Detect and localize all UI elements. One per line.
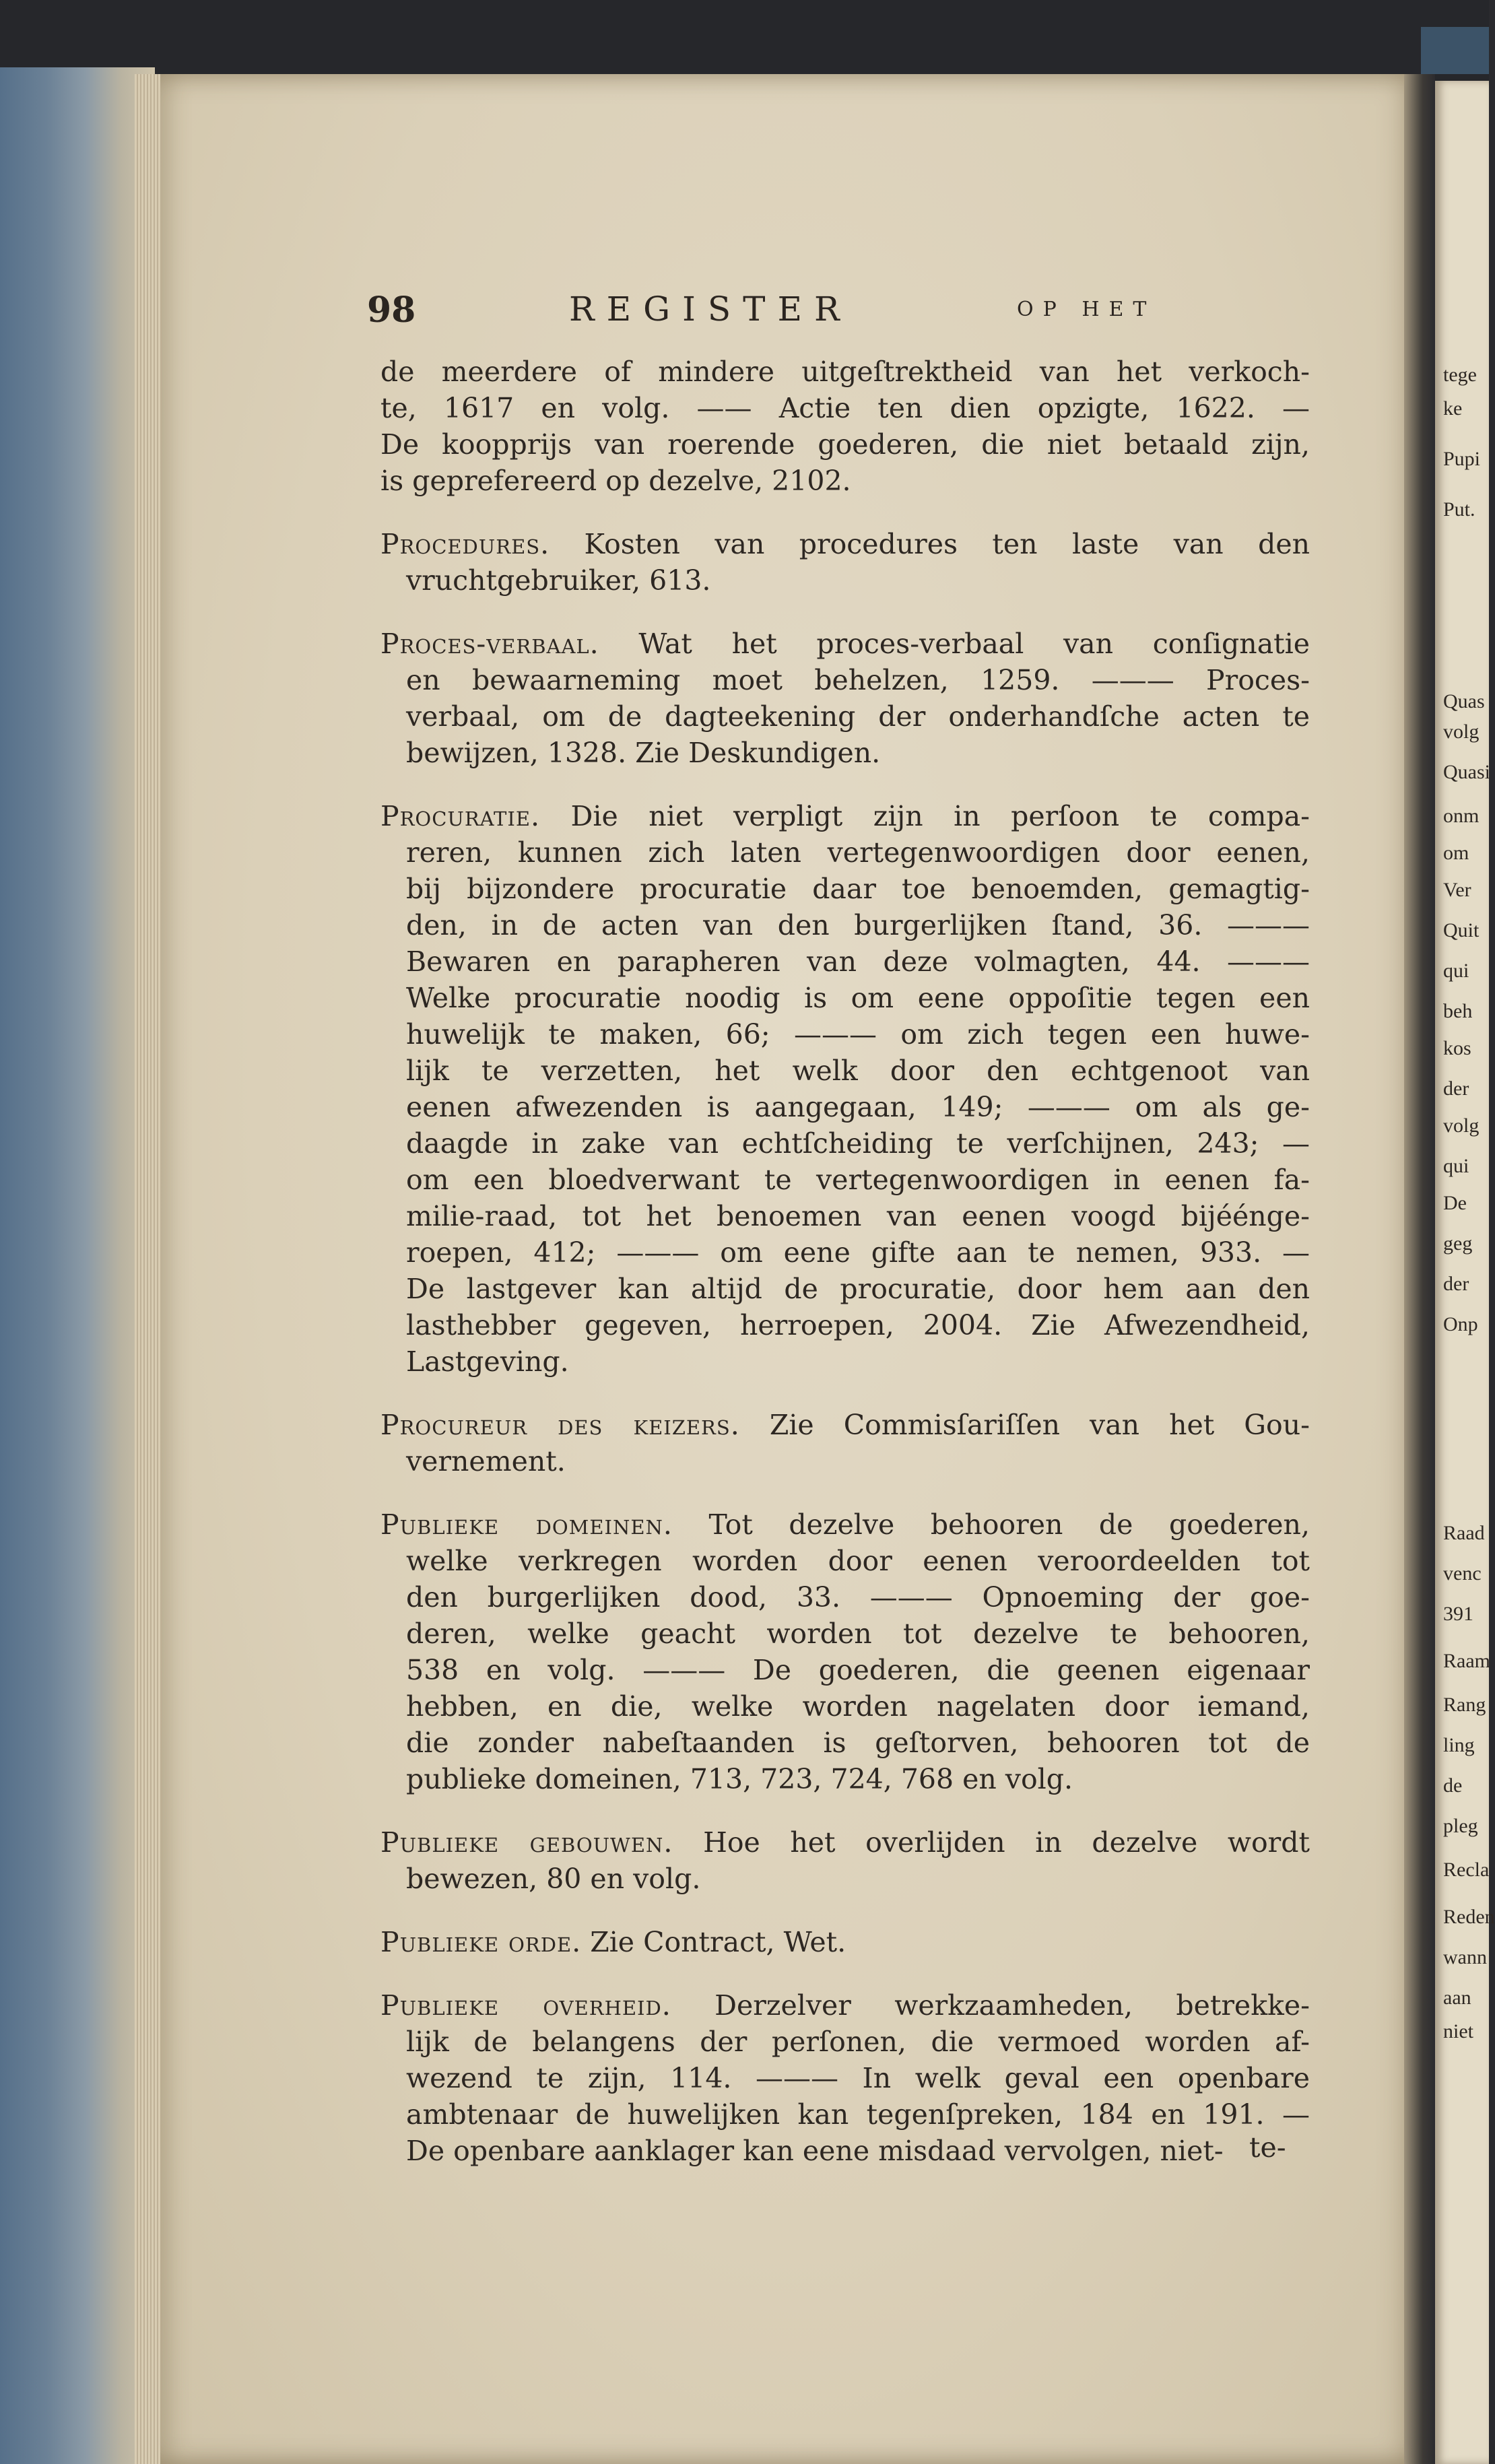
facing-page-text: beh	[1443, 1000, 1473, 1022]
entry-line	[380, 735, 1310, 771]
entry-text: Zie Commisſariſſen van het Gou-	[769, 1409, 1310, 1441]
facing-page-text: Rang	[1443, 1694, 1486, 1716]
facing-page-text: volg	[1443, 1114, 1480, 1137]
book-cover-left	[0, 67, 155, 2464]
register-entry	[380, 798, 1310, 1380]
entry-line	[380, 1924, 1310, 1960]
facing-page-text: volg	[1443, 721, 1480, 743]
entry-text: publieke domeinen, 713, 723, 724, 768 en volg.	[406, 1763, 1073, 1795]
register-entry	[380, 354, 1310, 499]
entry-line	[380, 1506, 1310, 1543]
entry-text: welke verkregen worden door eenen veroordeelden tot	[406, 1545, 1310, 1577]
facing-page-text: wann	[1443, 1946, 1487, 1968]
facing-page-text: Recla	[1443, 1859, 1490, 1881]
entry-text: hebben, en die, welke worden nagelaten door iemand,	[406, 1690, 1310, 1723]
entry-line	[380, 1198, 1310, 1234]
facing-page-text: Quit	[1443, 919, 1480, 941]
facing-page-text: Pupi	[1443, 448, 1481, 470]
entry-line	[380, 390, 1310, 426]
register-body	[380, 354, 1310, 2196]
facing-page-text: der	[1443, 1273, 1469, 1295]
entry-line	[380, 1053, 1310, 1089]
register-entry	[380, 1506, 1310, 1797]
entry-line	[380, 354, 1310, 390]
facing-page-text: Ver	[1443, 879, 1471, 901]
entry-line	[380, 526, 1310, 562]
entry-text: lasthebber gegeven, herroepen, 2004. Zie Afwezendheid,	[406, 1309, 1310, 1341]
entry-heading: Procedures.	[380, 528, 550, 560]
entry-line	[380, 871, 1310, 907]
entry-text: te, 1617 en volg. —— Actie ten dien opzigte, 1622. —	[380, 392, 1310, 424]
entry-line	[380, 1343, 1310, 1380]
entry-heading: Procuratie.	[380, 800, 541, 832]
facing-page-text: Raam	[1443, 1650, 1490, 1672]
facing-page-text: ling	[1443, 1734, 1475, 1756]
entry-line	[380, 798, 1310, 834]
facing-page-text: venc	[1443, 1562, 1482, 1585]
entry-text: vruchtgebruiker, 613.	[406, 564, 711, 597]
entry-line	[380, 1307, 1310, 1343]
facing-page-text: der	[1443, 1077, 1469, 1100]
entry-text: den, in de acten van den burgerlijken ſtand, 36. ———	[406, 909, 1310, 941]
entry-line	[380, 1824, 1310, 1861]
facing-page-text: Quas	[1443, 690, 1485, 712]
facing-page-text: Put.	[1443, 498, 1475, 521]
entry-text: De openbare aanklager kan eene misdaad vervolgen, niet-	[406, 2135, 1224, 2167]
entry-line	[380, 1761, 1310, 1797]
entry-text: deren, welke geacht worden tot dezelve te behooren,	[406, 1618, 1310, 1650]
entry-line	[380, 698, 1310, 735]
entry-line	[380, 2024, 1310, 2060]
entry-text: is geprefereerd op dezelve, 2102.	[380, 465, 851, 497]
facing-page-text: Quasi	[1443, 761, 1490, 783]
entry-text: en bewaarneming moet behelzen, 1259. ——— Proces-	[406, 664, 1310, 696]
entry-text: den burgerlijken dood, 33. ——— Opnoeming der goe-	[406, 1581, 1310, 1613]
entry-text: bij bijzondere procuratie daar toe benoemden, gemagtig-	[406, 873, 1310, 905]
entry-text: Bewaren en parapheren van deze volmagten, 44. ———	[406, 945, 1310, 978]
entry-line	[380, 662, 1310, 698]
entry-line	[380, 1089, 1310, 1125]
facing-page-text: qui	[1443, 1155, 1469, 1177]
entry-text: Die niet verpligt zijn in perſoon te compa-	[570, 800, 1310, 832]
entry-heading: Procureur des keizers.	[380, 1409, 740, 1441]
facing-page-text: niet	[1443, 2020, 1473, 2042]
entry-text: ambtenaar de huwelijken kan tegenſpreken, 184 en 191. —	[406, 2098, 1310, 2131]
facing-page-text: onm	[1443, 805, 1480, 827]
facing-page-text: geg	[1443, 1232, 1473, 1255]
facing-page-fragment	[1435, 81, 1495, 2464]
facing-page-text: De	[1443, 1192, 1467, 1214]
register-entry	[380, 1824, 1310, 1897]
entry-text: bewijzen, 1328. Zie Deskundigen.	[406, 737, 881, 769]
entry-text: De lastgever kan altijd de procuratie, door hem aan den	[406, 1273, 1310, 1305]
entry-heading: Publieke overheid.	[380, 1989, 671, 2022]
book-cover-corner	[1421, 27, 1489, 74]
facing-page-text: Onp	[1443, 1313, 1478, 1335]
entry-text: die zonder nabeſtaanden is geſtorven, behooren tot de	[406, 1727, 1310, 1759]
entry-text: Hoe het overlijden in dezelve wordt	[703, 1826, 1310, 1859]
entry-line	[380, 1125, 1310, 1162]
catchword: te-	[1249, 2131, 1286, 2164]
entry-heading: Publieke orde.	[380, 1926, 582, 1958]
entry-line	[380, 1652, 1310, 1688]
register-entry	[380, 1924, 1310, 1960]
entry-line	[380, 1725, 1310, 1761]
entry-text: bewezen, 80 en volg.	[406, 1863, 701, 1895]
entry-line	[380, 1688, 1310, 1725]
register-entry	[380, 1407, 1310, 1479]
entry-line	[380, 1407, 1310, 1443]
entry-line	[380, 2096, 1310, 2133]
entry-line	[380, 562, 1310, 599]
entry-line	[380, 626, 1310, 662]
entry-line	[380, 1616, 1310, 1652]
entry-text: vernement.	[406, 1445, 566, 1477]
entry-text: lijk te verzetten, het welk door den echtgenoot van	[406, 1055, 1310, 1087]
entry-text: om een bloedverwant te vertegenwoordigen in eenen fa-	[406, 1164, 1310, 1196]
entry-text: reren, kunnen zich laten vertegenwoordigen door eenen,	[406, 836, 1310, 869]
register-entry	[380, 526, 1310, 599]
facing-page-text: aan	[1443, 1987, 1471, 2009]
entry-line	[380, 834, 1310, 871]
entry-text: 538 en volg. ——— De goederen, die geenen eigenaar	[406, 1654, 1310, 1686]
entry-text: eenen afwezenden is aangegaan, 149; ——— om als ge-	[406, 1091, 1310, 1123]
book-gutter	[1404, 74, 1435, 2464]
entry-text: verbaal, om de dagteekening der onderhandſche acten te	[406, 700, 1310, 733]
entry-text: de meerdere of mindere uitgeſtrektheid van het verkoch-	[380, 356, 1310, 388]
facing-page-text: 391	[1443, 1603, 1473, 1625]
entry-text: Tot dezelve behooren de goederen,	[708, 1508, 1310, 1541]
facing-page-text: om	[1443, 842, 1469, 864]
entry-text: milie-raad, tot het benoemen van eenen voogd bijéénge-	[406, 1200, 1310, 1232]
entry-heading: Proces-verbaal.	[380, 628, 599, 660]
entry-text: Lastgeving.	[406, 1345, 569, 1378]
entry-line	[380, 463, 1310, 499]
entry-line	[380, 1016, 1310, 1053]
entry-line	[380, 943, 1310, 980]
entry-text: roepen, 412; ——— om eene gifte aan te nemen, 933. —	[406, 1236, 1310, 1269]
entry-text: daagde in zake van echtſcheiding te verſchijnen, 243; —	[406, 1127, 1310, 1160]
running-title-small: OP HET	[1017, 298, 1156, 321]
entry-text: lijk de belangens der perſonen, die vermoed worden af-	[406, 2026, 1310, 2058]
entry-heading: Publieke gebouwen.	[380, 1826, 673, 1859]
entry-line	[380, 1271, 1310, 1307]
page-header	[367, 290, 1256, 337]
entry-line	[380, 1162, 1310, 1198]
entry-line	[380, 1861, 1310, 1897]
entry-text: wezend te zijn, 114. ——— In welk geval een openbare	[406, 2062, 1310, 2094]
entry-line	[380, 1443, 1310, 1479]
entry-line	[380, 2133, 1310, 2169]
page-number: 98	[367, 290, 416, 331]
register-entry	[380, 626, 1310, 771]
entry-text: Derzelver werkzaamheden, betrekke-	[715, 1989, 1310, 2022]
facing-page-text: Reden	[1443, 1906, 1495, 1928]
entry-text: Zie Contract, Wet.	[590, 1926, 846, 1958]
running-title: REGISTER	[569, 290, 852, 329]
entry-text: De koopprijs van roerende goederen, die niet betaald zijn,	[380, 428, 1310, 461]
entry-line	[380, 426, 1310, 463]
entry-heading: Publieke domeinen.	[380, 1508, 673, 1541]
entry-text: Welke procuratie noodig is om eene oppoſitie tegen een	[406, 982, 1310, 1014]
entry-line	[380, 2060, 1310, 2096]
entry-line	[380, 980, 1310, 1016]
entry-text: huwelijk te maken, 66; ——— om zich tegen een huwe-	[406, 1018, 1310, 1051]
register-entry	[380, 1987, 1310, 2169]
entry-line	[380, 1234, 1310, 1271]
facing-page-text: Raad	[1443, 1522, 1485, 1544]
facing-page-text: qui	[1443, 960, 1469, 982]
facing-page-text: de	[1443, 1774, 1463, 1797]
entry-text: Wat het proces-verbaal van conſignatie	[638, 628, 1310, 660]
facing-page-text: ke	[1443, 397, 1463, 420]
facing-page-text: tege	[1443, 364, 1477, 386]
entry-line	[380, 1579, 1310, 1616]
facing-page-text: pleg	[1443, 1815, 1478, 1837]
entry-line	[380, 1543, 1310, 1579]
entry-line	[380, 907, 1310, 943]
facing-page-text: kos	[1443, 1037, 1471, 1059]
entry-text: Kosten van procedures ten laste van den	[584, 528, 1310, 560]
entry-line	[380, 1987, 1310, 2024]
